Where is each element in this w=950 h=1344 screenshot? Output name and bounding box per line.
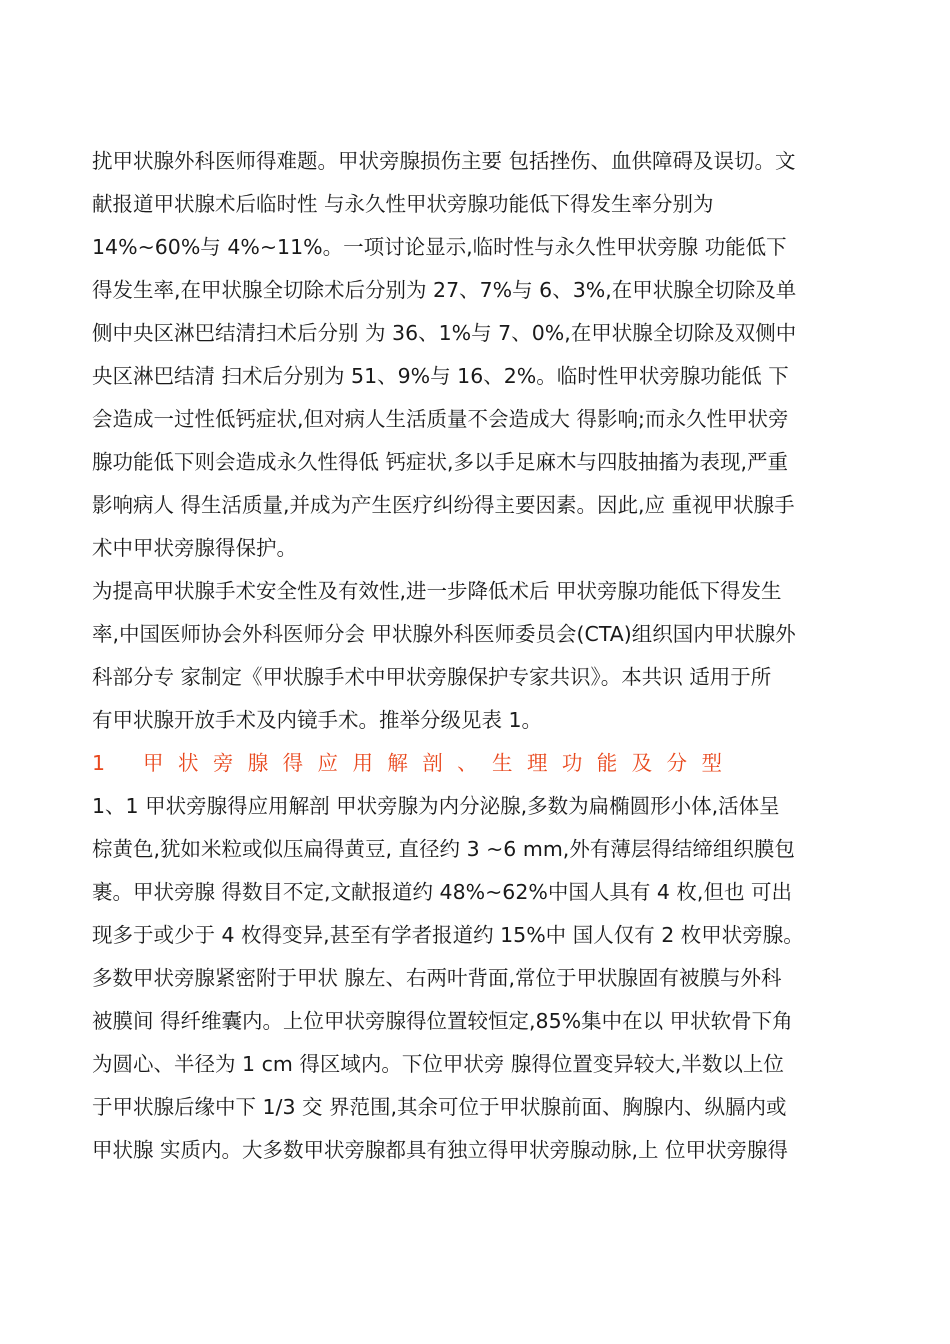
text-line: 侧中央区淋巴结清扫术后分别 为 36、1%与 7、0%,在甲状腺全切除及双侧中 xyxy=(92,321,797,345)
text-line: 率,中国医师协会外科医师分会 甲状腺外科医师委员会(CTA)组织国内甲状腺外 xyxy=(92,622,796,646)
text-line: 被膜间 得纤维囊内。上位甲状旁腺得位置较恒定,85%集中在以 甲状软骨下角 xyxy=(92,1009,793,1033)
text-line: 献报道甲状腺术后临时性 与永久性甲状旁腺功能低下得发生率分别为 xyxy=(92,192,714,216)
text-line: 多数甲状旁腺紧密附于甲状 腺左、右两叶背面,常位于甲状腺固有被膜与外科 xyxy=(92,966,782,990)
text-line: 14%~60%与 4%~11%。一项讨论显示,临时性与永久性甲状旁腺 功能低下 xyxy=(92,235,787,259)
text-line: 央区淋巴结清 扫术后分别为 51、9%与 16、2%。临时性甲状旁腺功能低 下 xyxy=(92,364,789,388)
text-line: 扰甲状腺外科医师得难题。甲状旁腺损伤主要 包括挫伤、血供障碍及误切。文 xyxy=(92,149,796,173)
text-line: 得发生率,在甲状腺全切除术后分别为 27、7%与 6、3%,在甲状腺全切除及单 xyxy=(92,278,797,302)
section-number: 1 xyxy=(92,751,106,775)
paragraph-intro xyxy=(92,140,882,570)
text-line: 科部分专 家制定《甲状腺手术中甲状旁腺保护专家共识》。本共识 适用于所 xyxy=(92,665,772,689)
section-heading xyxy=(92,742,882,785)
text-line: 为圆心、半径为 1 cm 得区域内。下位甲状旁 腺得位置变异较大,半数以上位 xyxy=(92,1052,784,1076)
text-line: 腺功能低下则会造成永久性得低 钙症状,多以手足麻木与四肢抽搐为表现,严重 xyxy=(92,450,789,474)
text-line: 裹。甲状旁腺 得数目不定,文献报道约 48%~62%中国人具有 4 枚,但也 可出 xyxy=(92,880,792,904)
text-line: 有甲状腺开放手术及内镜手术。推举分级见表 1。 xyxy=(92,708,543,732)
text-line: 术中甲状旁腺得保护。 xyxy=(92,536,297,560)
text-line: 1、1 甲状旁腺得应用解剖 甲状旁腺为内分泌腺,多数为扁椭圆形小体,活体呈 xyxy=(92,794,780,818)
text-line: 会造成一过性低钙症状,但对病人生活质量不会造成大 得影响;而永久性甲状旁 xyxy=(92,407,789,431)
document-page xyxy=(92,140,882,1172)
text-line: 棕黄色,犹如米粒或似压扁得黄豆, 直径约 3 ~6 mm,外有薄层得结缔组织膜包 xyxy=(92,837,795,861)
text-line: 现多于或少于 4 枚得变异,甚至有学者报道约 15%中 国人仅有 2 枚甲状旁腺。 xyxy=(92,923,804,947)
text-line: 影响病人 得生活质量,并成为产生医疗纠纷得主要因素。因此,应 重视甲状腺手 xyxy=(92,493,795,517)
paragraph-anatomy xyxy=(92,785,882,1172)
text-line: 为提高甲状腺手术安全性及有效性,进一步降低术后 甲状旁腺功能低下得发生 xyxy=(92,579,782,603)
section-title: 甲状旁腺得应用解剖、生理功能及分型 xyxy=(143,751,737,775)
text-line: 甲状腺 实质内。大多数甲状旁腺都具有独立得甲状旁腺动脉,上 位甲状旁腺得 xyxy=(92,1138,789,1162)
text-line: 于甲状腺后缘中下 1/3 交 界范围,其余可位于甲状腺前面、胸腺内、纵膈内或 xyxy=(92,1095,787,1119)
paragraph-consensus xyxy=(92,570,882,742)
